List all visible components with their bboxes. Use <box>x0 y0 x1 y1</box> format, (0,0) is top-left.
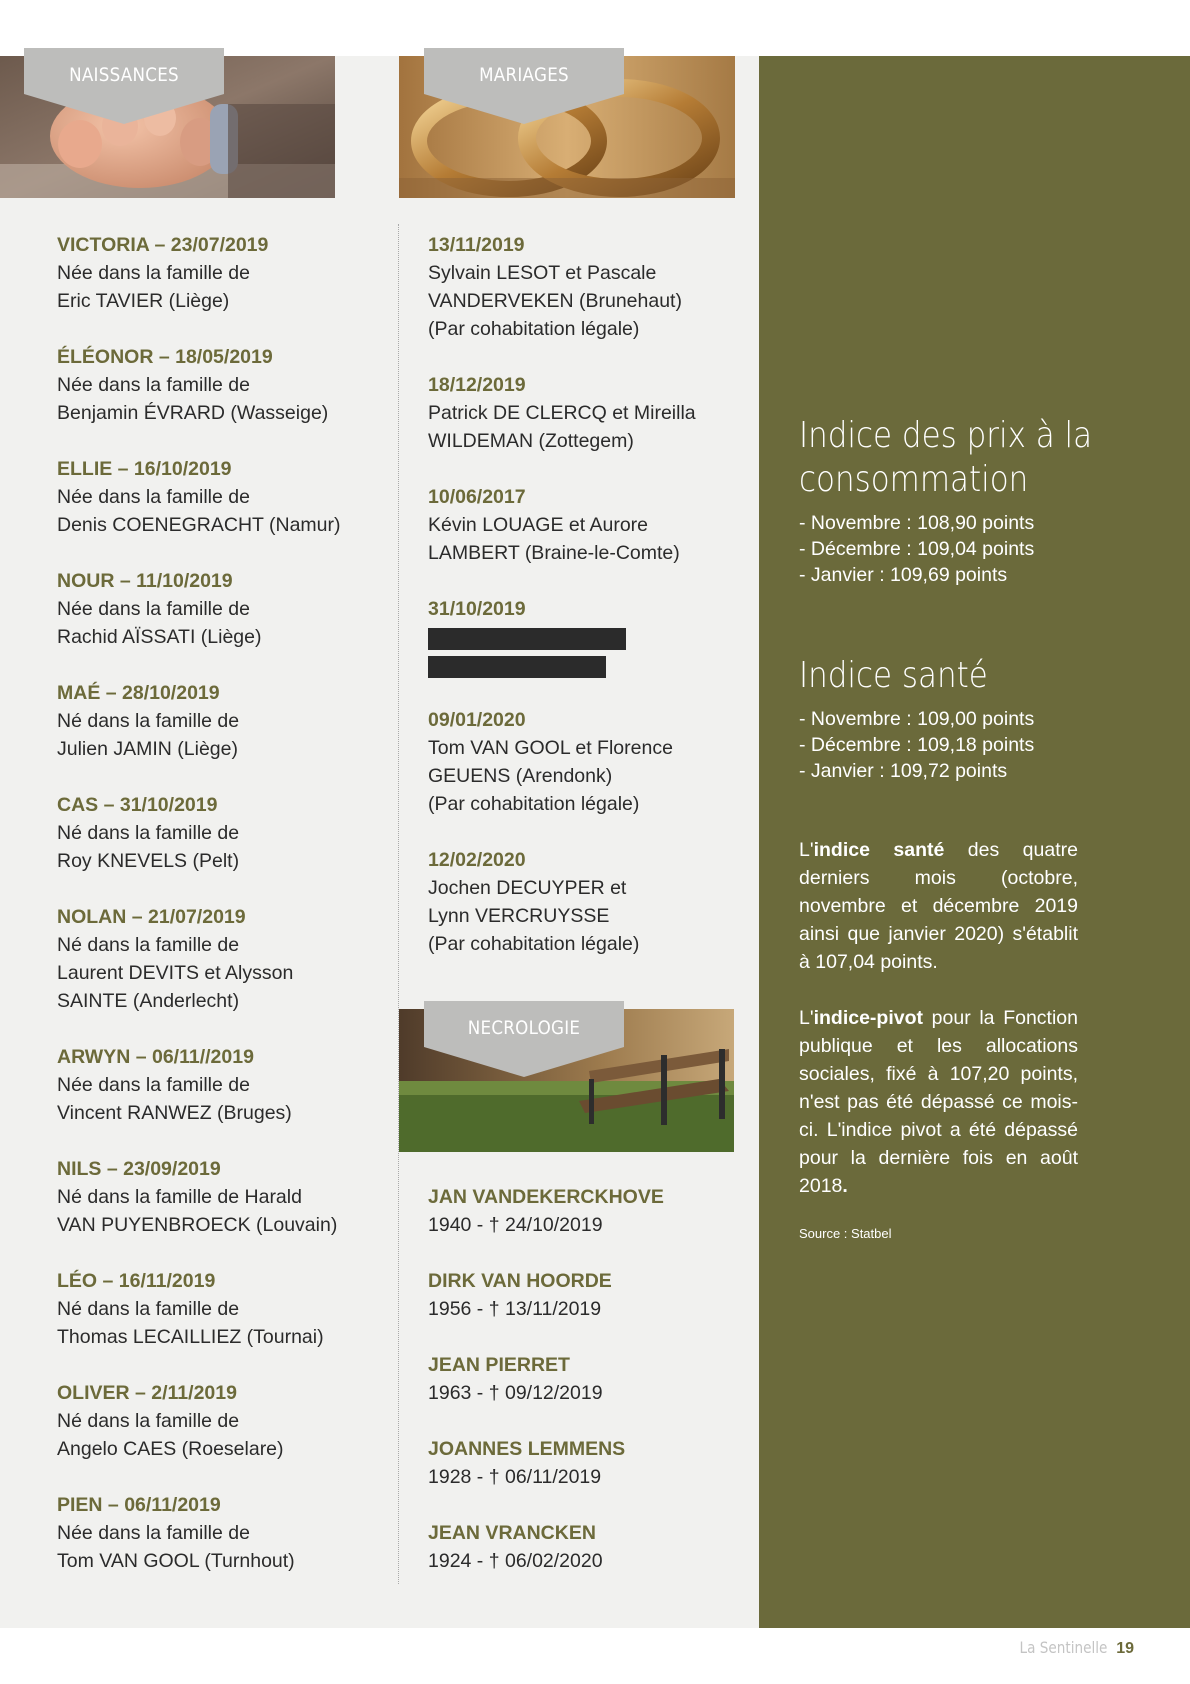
health-index-title: Indice santé <box>799 655 988 696</box>
birth-entry <box>57 679 377 763</box>
birth-entry <box>57 903 377 1015</box>
marriage-date: 10/06/2017 <box>428 486 526 508</box>
birth-line: Roy KNEVELS (Pelt) <box>57 850 240 872</box>
cpi-title-line1: Indice des prix à la <box>799 415 1093 456</box>
obituary-entry <box>428 1183 738 1239</box>
birth-line: Rachid AÏSSATI (Liège) <box>57 626 262 648</box>
obituary-dates: 1940 - † 24/10/2019 <box>428 1214 603 1236</box>
obituary-name: DIRK VAN HOORDE <box>428 1270 612 1292</box>
cpi-item: - Décembre : 109,04 points <box>799 538 1035 560</box>
marriage-entry <box>428 846 738 958</box>
birth-line: Eric TAVIER (Liège) <box>57 290 230 312</box>
birth-heading: LÉO – 16/11/2019 <box>57 1270 216 1292</box>
obituary-name: JOANNES LEMMENS <box>428 1438 626 1460</box>
marriage-line: Lynn VERCRUYSSE <box>428 905 610 927</box>
marriage-line: Tom VAN GOOL et Florence <box>428 737 673 759</box>
obituary-dates: 1956 - † 13/11/2019 <box>428 1298 602 1320</box>
marriage-line: Kévin LOUAGE et Aurore <box>428 514 649 536</box>
birth-heading: ARWYN – 06/11//2019 <box>57 1046 254 1068</box>
marriage-entry <box>428 706 738 818</box>
birth-heading: OLIVER – 2/11/2019 <box>57 1382 237 1404</box>
birth-entry <box>57 343 377 427</box>
birth-line: VAN PUYENBROECK (Louvain) <box>57 1214 338 1236</box>
birth-line: Denis COENEGRACHT (Namur) <box>57 514 341 536</box>
birth-line: Julien JAMIN (Liège) <box>57 738 238 760</box>
marriage-date: 18/12/2019 <box>428 374 526 396</box>
obituary-name: JEAN PIERRET <box>428 1354 570 1376</box>
marriage-date: 13/11/2019 <box>428 234 525 256</box>
birth-line: Né dans la famille de <box>57 710 240 732</box>
marriage-entry <box>428 595 738 678</box>
source-note: Source : Statbel <box>799 1226 892 1241</box>
birth-heading: MAÉ – 28/10/2019 <box>57 682 220 704</box>
birth-heading: CAS – 31/10/2019 <box>57 794 218 816</box>
obituary-entry <box>428 1435 738 1491</box>
marriage-line: Patrick DE CLERCQ et Mireilla <box>428 402 696 424</box>
obituary-name: JEAN VRANCKEN <box>428 1522 596 1544</box>
explanation-text <box>799 836 1078 1241</box>
birth-heading: VICTORIA – 23/07/2019 <box>57 234 269 256</box>
health-index-paragraph: L'indice santé des quatre derniers mois (octobre, novembre et décembre 2019 ainsi que janvier 2020) s'établit à 107,04 points. <box>799 839 1078 973</box>
obituary-dates: 1928 - † 06/11/2019 <box>428 1466 602 1488</box>
birth-heading: ELLIE – 16/10/2019 <box>57 458 232 480</box>
obituary-entry <box>428 1519 738 1575</box>
birth-line: Né dans la famille de <box>57 822 240 844</box>
birth-heading: PIEN – 06/11/2019 <box>57 1494 221 1516</box>
necrologie-tab <box>424 1001 624 1077</box>
birth-heading: NOUR – 11/10/2019 <box>57 570 233 592</box>
marriage-date: 12/02/2020 <box>428 849 526 871</box>
birth-line: Tom VAN GOOL (Turnhout) <box>57 1550 295 1572</box>
necrologie-tab-label: NECROLOGIE <box>467 1017 581 1039</box>
page-number: 19 <box>1116 1640 1134 1657</box>
cpi-item: - Janvier : 109,69 points <box>799 564 1008 586</box>
birth-entry <box>57 231 377 315</box>
birth-line: Thomas LECAILLIEZ (Tournai) <box>57 1326 324 1348</box>
birth-line: Née dans la famille de <box>57 1522 250 1544</box>
column-divider <box>398 224 399 1584</box>
birth-line: Né dans la famille de Harald <box>57 1186 302 1208</box>
marriage-line: GEUENS (Arendonk) <box>428 765 613 787</box>
birth-line: Laurent DEVITS et Alysson <box>57 962 294 984</box>
health-index-section <box>799 654 1129 784</box>
birth-heading: NOLAN – 21/07/2019 <box>57 906 246 928</box>
redaction-bar <box>428 628 626 650</box>
marriage-line: (Par cohabitation légale) <box>428 933 640 955</box>
birth-line: Né dans la famille de <box>57 934 240 956</box>
birth-line: Angelo CAES (Roeselare) <box>57 1438 284 1460</box>
birth-entry <box>57 1267 377 1351</box>
marriage-line: VANDERVEKEN (Brunehaut) <box>428 290 682 312</box>
necrologie-list <box>428 1183 738 1603</box>
health-index-item: - Janvier : 109,72 points <box>799 760 1008 782</box>
birth-line: Né dans la famille de <box>57 1410 240 1432</box>
page-footer <box>1004 1638 1134 1658</box>
redaction-bar <box>428 656 606 678</box>
birth-line: Née dans la famille de <box>57 598 250 620</box>
naissances-tab <box>24 48 224 124</box>
cpi-list <box>799 510 1129 588</box>
birth-entry <box>57 455 377 539</box>
marriage-entry <box>428 371 738 455</box>
health-index-list <box>799 706 1129 784</box>
birth-heading: NILS – 23/09/2019 <box>57 1158 221 1180</box>
birth-heading: ÉLÉONOR – 18/05/2019 <box>57 346 273 368</box>
marriage-line: Jochen DECUYPER et <box>428 877 627 899</box>
birth-line: Née dans la famille de <box>57 262 250 284</box>
marriage-line: Sylvain LESOT et Pascale <box>428 262 657 284</box>
birth-line: Née dans la famille de <box>57 486 250 508</box>
birth-line: Vincent RANWEZ (Bruges) <box>57 1102 292 1124</box>
marriage-line: LAMBERT (Braine-le-Comte) <box>428 542 680 564</box>
health-index-item: - Novembre : 109,00 points <box>799 708 1035 730</box>
birth-line: Né dans la famille de <box>57 1298 240 1320</box>
health-index-item: - Décembre : 109,18 points <box>799 734 1035 756</box>
naissances-tab-label: NAISSANCES <box>69 64 179 86</box>
birth-entry <box>57 1491 377 1575</box>
mariages-tab <box>424 48 624 124</box>
obituary-name: JAN VANDEKERCKHOVE <box>428 1186 664 1208</box>
publication-name: La Sentinelle <box>1019 1638 1108 1657</box>
birth-entry <box>57 1043 377 1127</box>
marriage-entry <box>428 483 738 567</box>
birth-entry <box>57 567 377 651</box>
marriage-date: 31/10/2019 <box>428 598 526 620</box>
obituary-entry <box>428 1351 738 1407</box>
birth-entry <box>57 1379 377 1463</box>
birth-line: Née dans la famille de <box>57 374 250 396</box>
naissances-list <box>57 231 377 1603</box>
cpi-section <box>799 414 1129 588</box>
obituary-dates: 1963 - † 09/12/2019 <box>428 1382 603 1404</box>
marriage-date: 09/01/2020 <box>428 709 526 731</box>
birth-line: SAINTE (Anderlecht) <box>57 990 240 1012</box>
marriage-line: WILDEMAN (Zottegem) <box>428 430 634 452</box>
pivot-index-paragraph: L'indice-pivot pour la Fonction publique et les allocations sociales, fixé à 107,20 points, n'est pas été dépassé ce mois-ci. L'indice pivot a été dépassé pour la dernière fois en août 2018. <box>799 1007 1078 1197</box>
birth-line: Née dans la famille de <box>57 1074 250 1096</box>
marriage-line: (Par cohabitation légale) <box>428 793 640 815</box>
birth-entry <box>57 1155 377 1239</box>
marriage-entry <box>428 231 738 343</box>
marriage-line: (Par cohabitation légale) <box>428 318 640 340</box>
cpi-title-line2: consommation <box>799 459 1029 500</box>
birth-entry <box>57 791 377 875</box>
cpi-item: - Novembre : 108,90 points <box>799 512 1035 534</box>
mariages-list <box>428 231 738 986</box>
birth-line: Benjamin ÉVRARD (Wasseige) <box>57 402 329 424</box>
obituary-dates: 1924 - † 06/02/2020 <box>428 1550 603 1572</box>
obituary-entry <box>428 1267 738 1323</box>
mariages-tab-label: MARIAGES <box>479 64 569 86</box>
